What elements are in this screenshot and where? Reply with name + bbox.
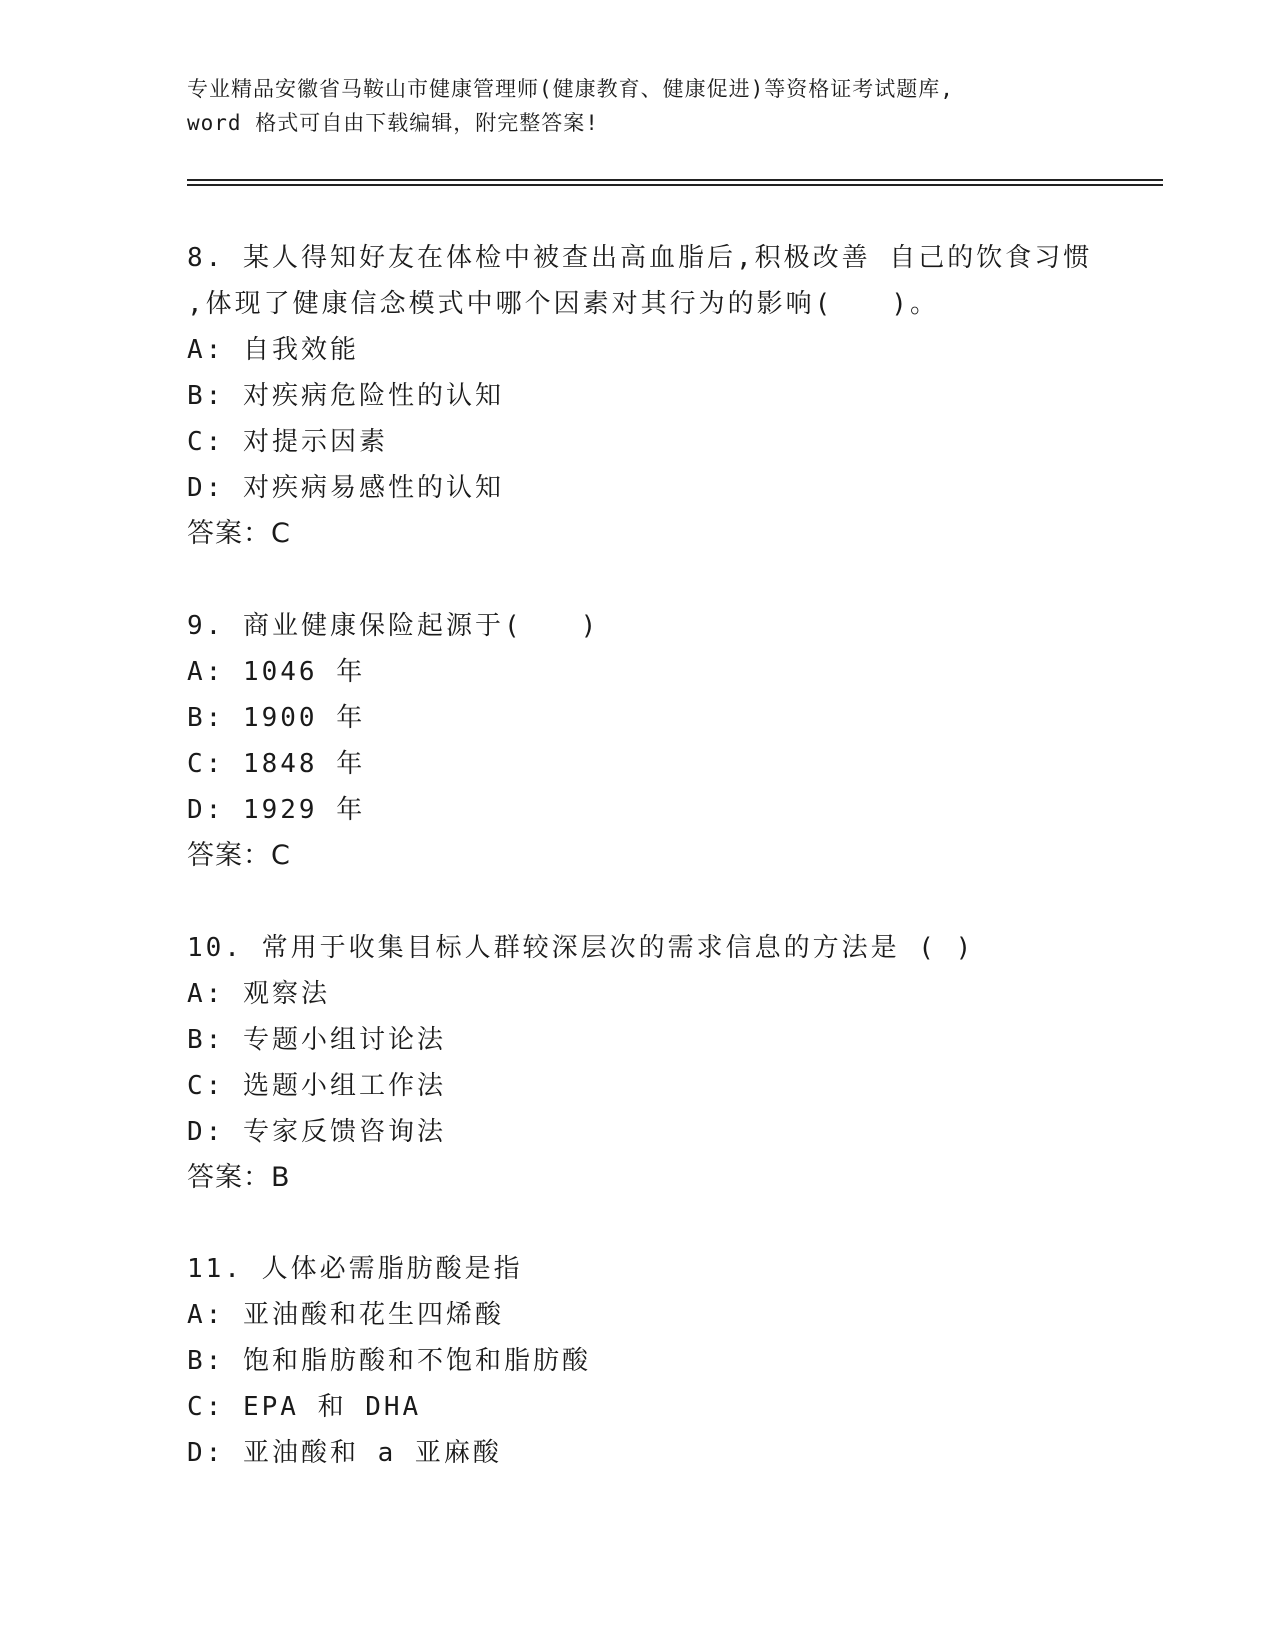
question-11 (187, 1246, 1087, 1476)
option-b: B: 饱和脂肪酸和不饱和脂肪酸 (187, 1346, 591, 1376)
answer-line: 答案：B (187, 1162, 291, 1193)
option-a: A: 观察法 (187, 979, 330, 1009)
document-header (187, 72, 1087, 140)
option-a: A: 亚油酸和花生四烯酸 (187, 1300, 504, 1330)
header-line-2: word 格式可自由下载编辑，附完整答案! (187, 111, 599, 135)
header-line-1: 专业精品安徽省马鞍山市健康管理师(健康教育、健康促进)等资格证考试题库, (187, 77, 954, 101)
question-stem: 8. 某人得知好友在体检中被查出高血脂后,积极改善 自己的饮食习惯 (187, 243, 1093, 273)
question-8 (187, 235, 1093, 557)
question-9 (187, 603, 1087, 879)
question-stem: ,体现了健康信念模式中哪个因素对其行为的影响( )。 (187, 289, 939, 319)
header-divider-bottom (187, 184, 1163, 186)
answer-line: 答案：C (187, 840, 291, 871)
option-c: C: EPA 和 DHA (187, 1392, 422, 1422)
option-c: C: 1848 年 (187, 749, 366, 779)
option-b: B: 对疾病危险性的认知 (187, 381, 504, 411)
question-stem: 11. 人体必需脂肪酸是指 (187, 1254, 523, 1284)
question-10 (187, 925, 1087, 1201)
option-c: C: 对提示因素 (187, 427, 388, 457)
question-stem: 10. 常用于收集目标人群较深层次的需求信息的方法是 ( ) (187, 933, 975, 963)
option-a: A: 1046 年 (187, 657, 366, 687)
option-b: B: 1900 年 (187, 703, 366, 733)
option-a: A: 自我效能 (187, 335, 359, 365)
option-d: D: 对疾病易感性的认知 (187, 473, 504, 503)
option-d: D: 亚油酸和 a 亚麻酸 (187, 1438, 502, 1468)
option-d: D: 1929 年 (187, 795, 366, 825)
answer-line: 答案：C (187, 518, 291, 549)
option-c: C: 选题小组工作法 (187, 1071, 446, 1101)
option-b: B: 专题小组讨论法 (187, 1025, 446, 1055)
question-stem: 9. 商业健康保险起源于( ) (187, 611, 600, 641)
header-divider-top (187, 179, 1163, 181)
option-d: D: 专家反馈咨询法 (187, 1117, 446, 1147)
